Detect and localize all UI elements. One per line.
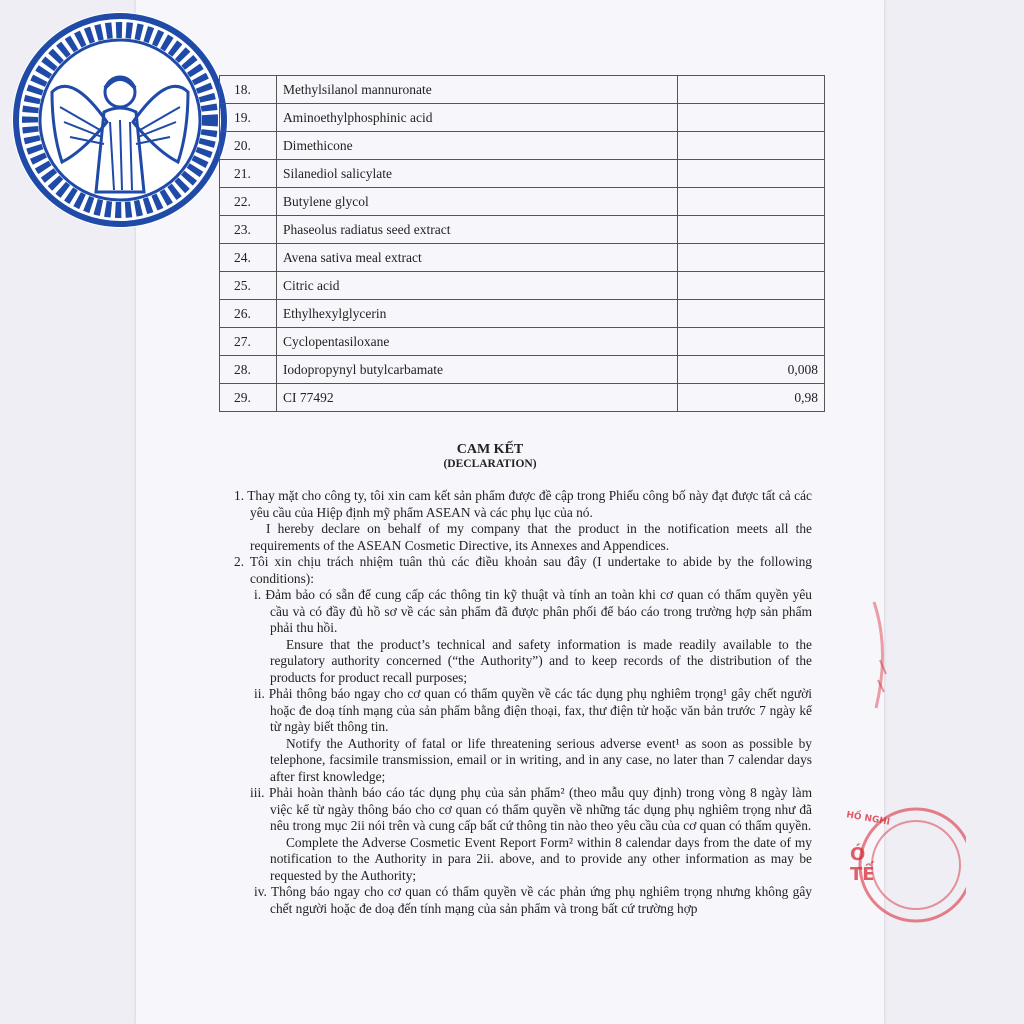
ingredient-value — [678, 76, 825, 104]
declaration-body — [234, 488, 812, 917]
ingredient-name: Cyclopentasiloxane — [276, 328, 677, 356]
ingredient-value — [678, 300, 825, 328]
ingredient-name: Ethylhexylglycerin — [276, 300, 677, 328]
ingredient-name: Phaseolus radiatus seed extract — [276, 216, 677, 244]
clause-2: 2. Tôi xin chịu trách nhiệm tuân thủ các điều khoản sau đây (I undertake to abide by the following conditions): — [234, 554, 812, 586]
ingredient-value — [678, 272, 825, 300]
ingredient-name: Aminoethylphosphinic acid — [276, 104, 677, 132]
row-number: 20. — [220, 132, 277, 160]
ingredient-value — [678, 244, 825, 272]
declaration-subtitle: (DECLARATION) — [443, 458, 537, 470]
declaration-title: CAM KẾT — [456, 442, 524, 457]
ingredient-name: Avena sativa meal extract — [276, 244, 677, 272]
table-row — [220, 132, 825, 160]
clause-2ii-vi: ii. Phải thông báo ngay cho cơ quan có thẩm quyền về các tác dụng phụ nghiêm trọng¹ gây chết người hoặc đe doạ tính mạng của sản phẩm bằng điện thoại, fax, thư điện tử hoặc văn bản trước 7 ngày kể từ ngày biết thông tin. — [254, 686, 812, 734]
ingredient-value — [678, 132, 825, 160]
ingredient-name: Silanediol salicylate — [276, 160, 677, 188]
row-number: 26. — [220, 300, 277, 328]
ingredient-value — [678, 216, 825, 244]
row-number: 23. — [220, 216, 277, 244]
table-row — [220, 356, 825, 384]
row-number: 21. — [220, 160, 277, 188]
ingredient-value — [678, 160, 825, 188]
ingredient-name: Butylene glycol — [276, 188, 677, 216]
row-number: 24. — [220, 244, 277, 272]
partial-stamp — [860, 600, 900, 710]
clause-2iv-vi: iv. Thông báo ngay cho cơ quan có thẩm quyền về các phản ứng phụ nghiêm trọng nhưng không gây chết người hoặc đe doạ đến tính mạng của sản phẩm và trong bất cứ trường hợp — [254, 884, 812, 916]
table-row — [220, 188, 825, 216]
row-number: 28. — [220, 356, 277, 384]
official-stamp — [846, 800, 966, 930]
clause-2i-vi: i. Đảm bảo có sẵn để cung cấp các thông tin kỹ thuật và tính an toàn khi cơ quan có thẩm quyền yêu cầu và có đầy đủ hồ sơ về các sản phẩm đã được phân phối để báo cáo trong trường hợp sản phẩm phải thu hồi. — [254, 587, 812, 635]
ingredient-value — [678, 104, 825, 132]
ingredient-name: Methylsilanol mannuronate — [276, 76, 677, 104]
table-row — [220, 328, 825, 356]
table-row — [220, 300, 825, 328]
clause-1-en: I hereby declare on behalf of my company that the product in the notification meets all the requirements of the ASEAN Cosmetic Directive, its Annexes and Appendices. — [250, 521, 812, 553]
table-row — [220, 272, 825, 300]
stamp-arc-text: HỒ NGHI — [845, 810, 891, 828]
clause-2iii-en: Complete the Adverse Cosmetic Event Report Form² within 8 calendar days from the date of my notification to the Authority in para 2ii. above, and to provide any other information as may be requested by the Authority; — [270, 834, 812, 883]
table-row — [220, 76, 825, 104]
ingredient-value: 0,98 — [678, 384, 825, 412]
clause-1-vi: 1. Thay mặt cho công ty, tôi xin cam kết sản phẩm được đề cập trong Phiếu công bố này đạt được tất cả các yêu cầu của Hiệp định mỹ phẩm ASEAN và các phụ lục của nó. — [234, 488, 812, 520]
table-row — [220, 160, 825, 188]
ingredient-value — [678, 188, 825, 216]
ingredient-name: CI 77492 — [276, 384, 677, 412]
clause-2i-en: Ensure that the product’s technical and safety information is made readily available to the regulatory authority concerned (“the Authority”) and to keep records of the distribution of the products for product recall purposes; — [270, 636, 812, 685]
row-number: 18. — [220, 76, 277, 104]
row-number: 29. — [220, 384, 277, 412]
table-row — [220, 216, 825, 244]
ingredient-name: Dimethicone — [276, 132, 677, 160]
row-number: 27. — [220, 328, 277, 356]
ingredient-name: Citric acid — [276, 272, 677, 300]
table-row — [220, 104, 825, 132]
clause-2iii-vi: iii. Phải hoàn thành báo cáo tác dụng phụ của sản phẩm² (theo mẫu quy định) trong vòng 8 ngày làm việc kể từ ngày thông báo cho cơ quan có thẩm quyền về những tác dụng phụ nghiêm trọng như đã nêu trong mục 2ii nói trên và cung cấp bất cứ thông tin nào theo yêu cầu của cơ quan có thẩm quyền. — [250, 785, 812, 833]
row-number: 19. — [220, 104, 277, 132]
stamp-center-text: Ó TẾ — [850, 844, 875, 885]
ingredients-table — [219, 75, 825, 412]
row-number: 22. — [220, 188, 277, 216]
table-row — [220, 244, 825, 272]
ingredient-name: Iodopropynyl butylcarbamate — [276, 356, 677, 384]
angel-emblem-icon — [12, 12, 228, 228]
ingredient-value: 0,008 — [678, 356, 825, 384]
row-number: 25. — [220, 272, 277, 300]
clause-2ii-en: Notify the Authority of fatal or life threatening serious adverse event¹ as soon as possible by telephone, facsimile transmission, email or in writing, and in any case, no later than 7 calendar days after first knowledge; — [270, 735, 812, 784]
ingredient-value — [678, 328, 825, 356]
table-row — [220, 384, 825, 412]
